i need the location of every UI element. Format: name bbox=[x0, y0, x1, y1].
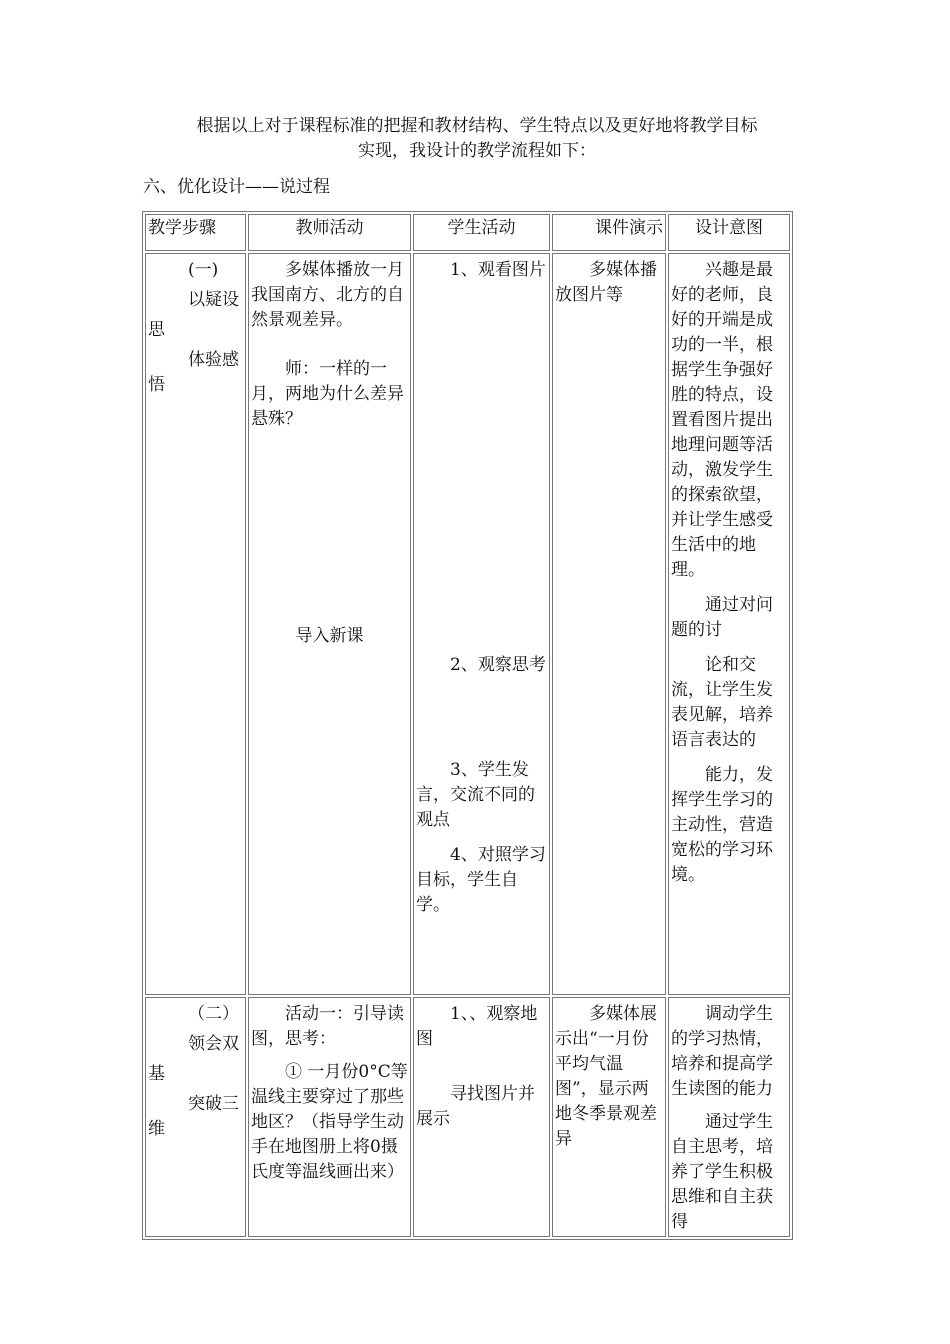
intent-text: 论和交流，让学生发表见解，培养语言表达的 bbox=[671, 655, 773, 750]
intent-text: 通过学生自主思考，培养了学生积极思维和自主获得 bbox=[671, 1112, 773, 1232]
step-line: 基 bbox=[148, 1064, 165, 1084]
step-line: 思 bbox=[148, 320, 165, 340]
header-student-label: 学生活动 bbox=[447, 218, 516, 238]
table-header-row bbox=[145, 214, 790, 251]
courseware-text: 多媒体展示出“一月份平均气温图”，显示两地冬季景观差异 bbox=[555, 1004, 657, 1149]
step-line: 悟 bbox=[148, 375, 165, 395]
teacher-text: 师：一样的一月，两地为什么差异悬殊？ bbox=[251, 359, 404, 429]
student-text: 3、学生发言，交流不同的观点 bbox=[416, 760, 535, 830]
header-courseware-label: 课件演示 bbox=[595, 218, 663, 238]
section-heading: 六、优化设计——说过程 bbox=[143, 177, 330, 197]
intent-text: 调动学生的学习热情，培养和提高学生读图的能力 bbox=[671, 1004, 773, 1099]
student-cell-1 bbox=[413, 253, 550, 995]
step-line: 体验感 bbox=[188, 350, 239, 370]
header-intent-label: 设计意图 bbox=[695, 218, 763, 238]
table-row bbox=[145, 997, 790, 1237]
intent-cell-1 bbox=[668, 253, 790, 995]
step-number: （二） bbox=[188, 1004, 239, 1024]
student-text: 1、、观察地图 bbox=[416, 1004, 538, 1049]
step-line: 领会双 bbox=[188, 1034, 239, 1054]
student-text: 寻找图片并展示 bbox=[416, 1084, 535, 1129]
header-student bbox=[413, 214, 550, 251]
courseware-cell-2 bbox=[552, 997, 666, 1237]
teacher-text: 活动一：引导读图，思考： bbox=[251, 1004, 404, 1049]
student-text: 1、观看图片 bbox=[450, 260, 546, 280]
student-text: 4、对照学习目标，学生自学。 bbox=[416, 845, 546, 915]
intent-text: 兴趣是最好的老师，良好的开端是成功的一半，根据学生争强好胜的特点，设置看图片提出地理问题等活动，激发学生的探索欲望，并让学生感受生活中的地理。 bbox=[671, 260, 773, 580]
intent-text: 能力，发挥学生学习的主动性，营造宽松的学习环境。 bbox=[671, 765, 773, 885]
teacher-text: 导入新课 bbox=[295, 626, 364, 646]
courseware-cell-1 bbox=[552, 253, 666, 995]
table-row bbox=[145, 253, 790, 995]
step-line: 以疑设 bbox=[188, 290, 239, 310]
teacher-cell-1 bbox=[248, 253, 411, 995]
step-line: 维 bbox=[148, 1119, 165, 1139]
header-teacher-label: 教师活动 bbox=[295, 218, 364, 238]
step-line: 突破三 bbox=[188, 1094, 239, 1114]
teaching-flow-table bbox=[142, 211, 793, 1240]
header-teacher bbox=[248, 214, 411, 251]
intro-line-1: 根据以上对于课程标准的把握和教材结构、学生特点以及更好地将教学目标 bbox=[196, 116, 758, 136]
teacher-text: 多媒体播放一月我国南方、北方的自然景观差异。 bbox=[251, 260, 404, 330]
student-cell-2 bbox=[413, 997, 550, 1237]
intent-text: 通过对问题的讨 bbox=[671, 595, 773, 640]
header-intent bbox=[668, 214, 790, 251]
step-number: (一) bbox=[188, 260, 219, 280]
intro-paragraph bbox=[143, 114, 811, 164]
step-cell-1 bbox=[145, 253, 246, 995]
teacher-text: ① 一月份0°C等温线主要穿过了那些地区？（指导学生动手在地图册上将0摄氏度等温线画出来） bbox=[251, 1062, 408, 1182]
header-courseware bbox=[552, 214, 666, 251]
step-cell-2 bbox=[145, 997, 246, 1237]
header-step: 教学步骤 bbox=[145, 214, 246, 251]
intent-cell-2 bbox=[668, 997, 790, 1237]
student-text: 2、观察思考 bbox=[450, 655, 546, 675]
teacher-cell-2 bbox=[248, 997, 411, 1237]
courseware-text: 多媒体播放图片等 bbox=[555, 260, 657, 305]
intro-line-2: 实现，我设计的教学流程如下： bbox=[358, 141, 596, 161]
